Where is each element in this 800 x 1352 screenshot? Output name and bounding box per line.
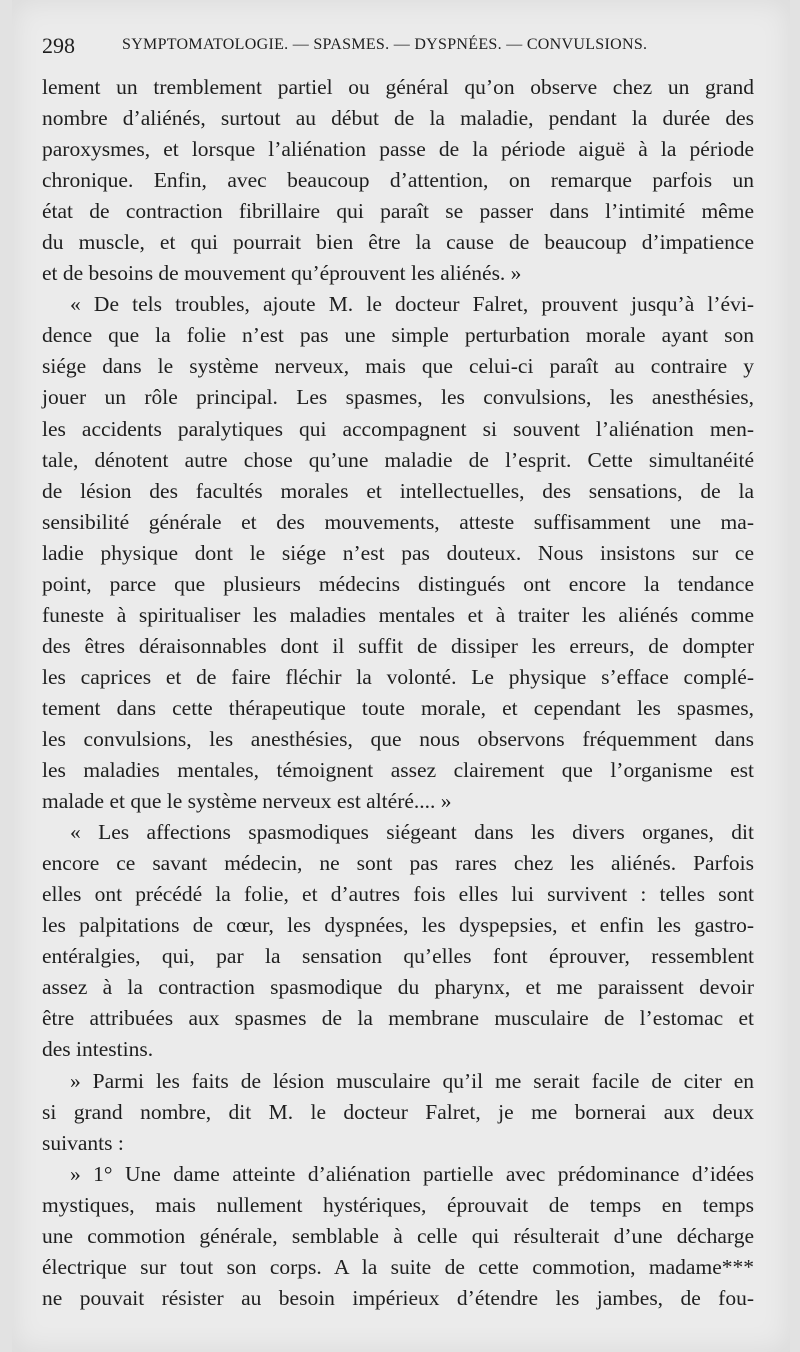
text-line: les accidents paralytiques qui accompagnent si souvent l’aliénation men-: [42, 416, 754, 441]
text-line: chronique. Enfin, avec beaucoup d’attention, on remarque parfois un: [42, 168, 754, 193]
text-line: entéralgies, qui, par la sensation qu’elles font éprouver, ressemblent: [42, 944, 754, 969]
text-line: dence que la folie n’est pas une simple perturbation morale ayant son: [42, 323, 754, 348]
text-line: les palpitations de cœur, les dyspnées, les dyspepsies, et enfin les gastro-: [42, 913, 754, 938]
text-line: lement un tremblement partiel ou général qu’on observe chez un grand: [42, 75, 754, 99]
text-line: ne pouvait résister au besoin impérieux d’étendre les jambes, de fou-: [42, 1285, 754, 1310]
text-line: suivants :: [42, 1130, 124, 1155]
page-header: [42, 33, 772, 59]
text-line: état de contraction fibrillaire qui paraît se passer dans l’intimité même: [42, 199, 754, 224]
text-line: « Les affections spasmodiques siégeant dans les divers organes, dit: [70, 820, 754, 845]
text-line: les convulsions, les anesthésies, que nous observons fréquemment dans: [42, 726, 754, 751]
text-line: funeste à spiritualiser les maladies mentales et à traiter les aliénés comme: [42, 602, 754, 627]
text-line: tale, dénotent autre chose qu’une maladie de l’esprit. Cette simultanéité: [42, 447, 754, 472]
text-line: si grand nombre, dit M. le docteur Falret, je me bornerai aux deux: [42, 1099, 754, 1124]
text-line: assez à la contraction spasmodique du pharynx, et me paraissent devoir: [42, 975, 754, 1000]
text-line: jouer un rôle principal. Les spasmes, les convulsions, les anesthésies,: [42, 385, 754, 410]
text-line: encore ce savant médecin, ne sont pas rares chez les aliénés. Parfois: [42, 851, 754, 876]
text-line: des intestins.: [42, 1037, 154, 1062]
text-line: point, parce que plusieurs médecins distingués ont encore la tendance: [42, 571, 754, 596]
text-line: être attribuées aux spasmes de la membrane musculaire de l’estomac et: [42, 1006, 754, 1031]
body-text: [42, 72, 754, 1314]
text-line: les caprices et de faire fléchir la volonté. Le physique s’efface complé-: [42, 664, 754, 689]
text-line: tement dans cette thérapeutique toute morale, et cependant les spasmes,: [42, 695, 754, 720]
page-number: 298: [42, 33, 75, 58]
text-line: du muscle, et qui pourrait bien être la cause de beaucoup d’impatience: [42, 230, 754, 255]
text-line: paroxysmes, et lorsque l’aliénation passe de la période aiguë à la période: [42, 137, 754, 162]
text-line: » 1° Une dame atteinte d’aliénation partielle avec prédominance d’idées: [70, 1161, 754, 1186]
text-line: électrique sur tout son corps. A la suite de cette commotion, madame***: [42, 1254, 754, 1279]
text-line: » Parmi les faits de lésion musculaire qu’il me serait facile de citer en: [70, 1068, 754, 1093]
text-line: les maladies mentales, témoignent assez clairement que l’organisme est: [42, 758, 754, 783]
text-line: sensibilité générale et des mouvements, atteste suffisamment une ma-: [42, 509, 754, 534]
text-line: elles ont précédé la folie, et d’autres fois elles lui survivent : telles sont: [42, 882, 754, 907]
text-line: des êtres déraisonnables dont il suffit de dissiper les erreurs, de dompter: [42, 633, 754, 658]
text-line: de lésion des facultés morales et intellectuelles, des sensations, de la: [42, 478, 754, 503]
text-line: « De tels troubles, ajoute M. le docteur Falret, prouvent jusqu’à l’évi-: [70, 292, 754, 317]
text-line: nombre d’aliénés, surtout au début de la maladie, pendant la durée des: [42, 106, 754, 131]
text-line: mystiques, mais nullement hystériques, éprouvait de temps en temps: [42, 1192, 754, 1217]
running-head: SYMPTOMATOLOGIE. — SPASMES. — DYSPNÉES. — CONVULSIONS.: [122, 36, 648, 53]
text-line: une commotion générale, semblable à celle qui résulterait d’une décharge: [42, 1223, 754, 1248]
text-line: siége dans le système nerveux, mais que celui-ci paraît au contraire y: [42, 354, 754, 379]
text-line: ladie physique dont le siége n’est pas douteux. Nous insistons sur ce: [42, 540, 754, 565]
text-line: malade et que le système nerveux est altéré.... »: [42, 789, 452, 814]
book-page: [12, 0, 790, 1352]
text-line: et de besoins de mouvement qu’éprouvent les aliénés. »: [42, 261, 522, 286]
